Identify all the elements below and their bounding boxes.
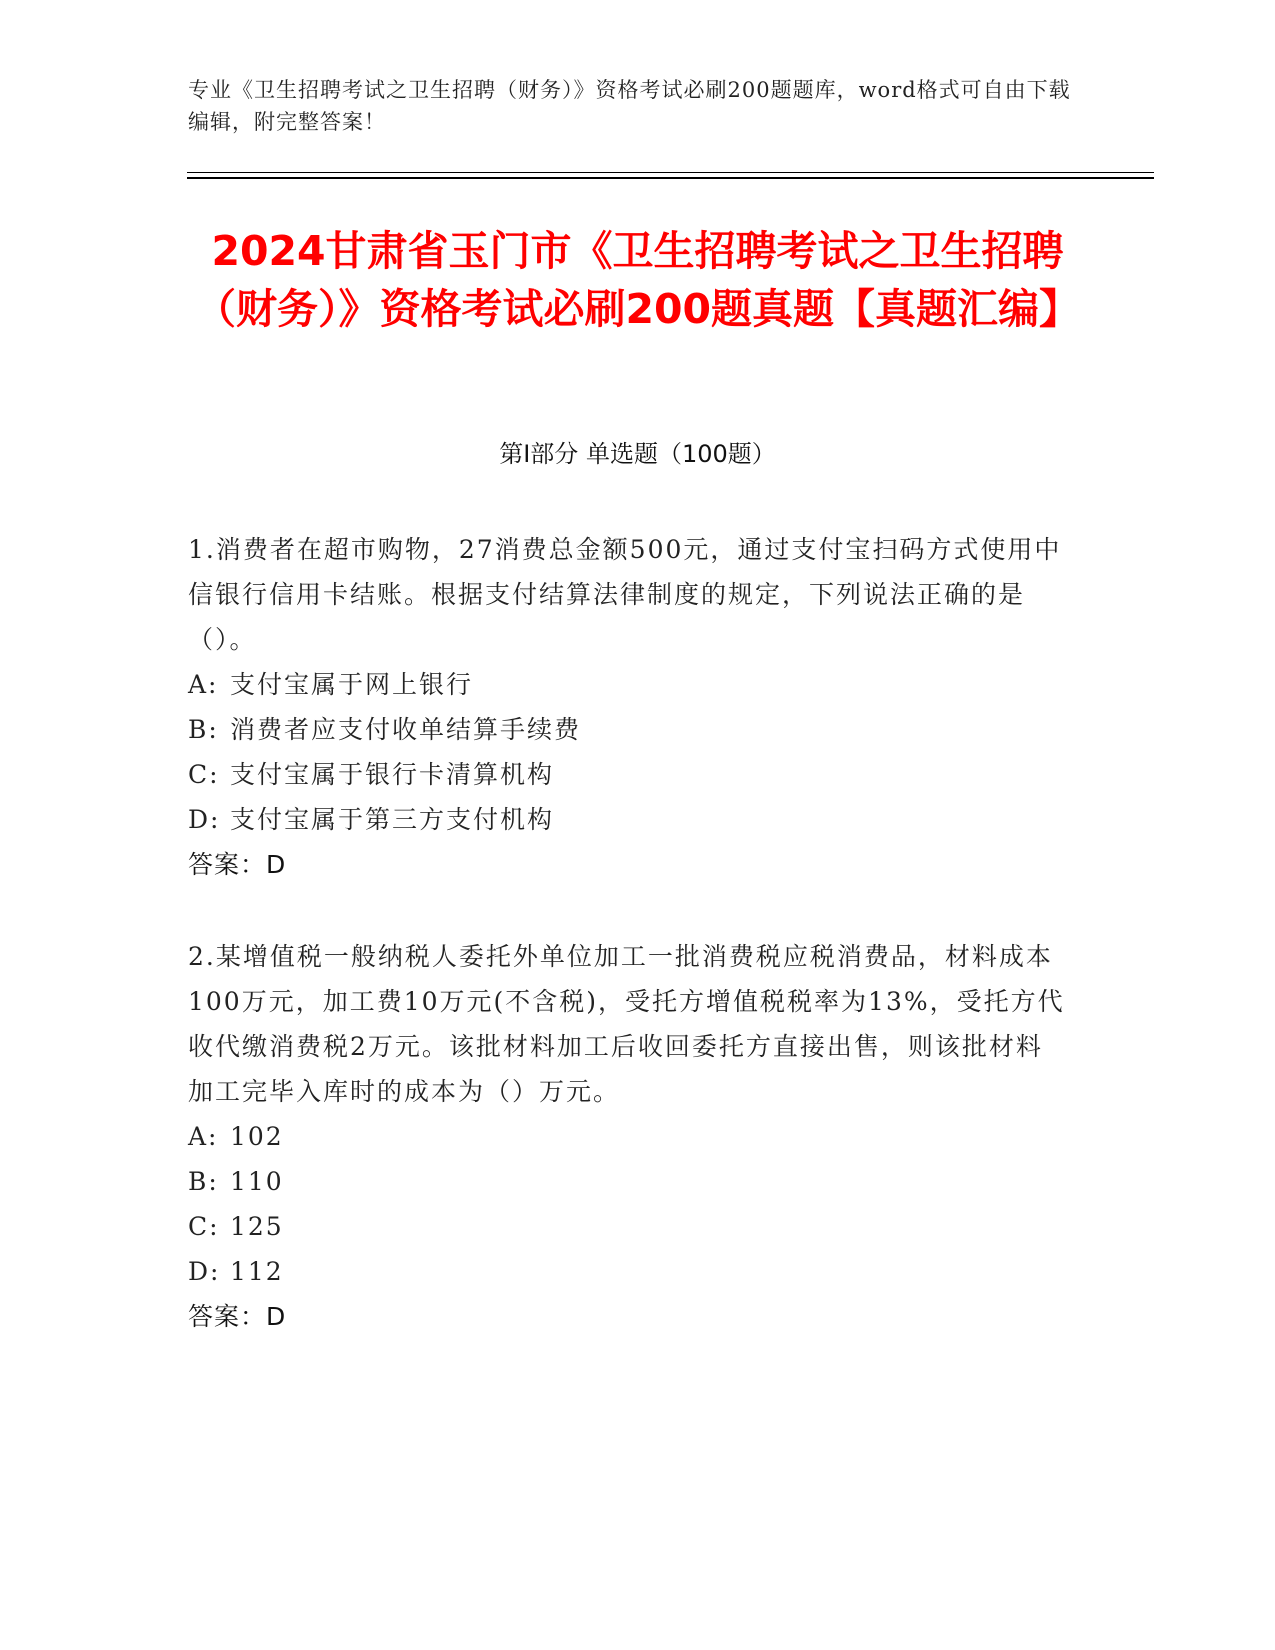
option-text: 支付宝属于第三方支付机构 xyxy=(230,805,555,834)
section-heading: 第Ⅰ部分 单选题（100题） xyxy=(499,440,776,468)
option-d xyxy=(188,1249,1068,1294)
header-divider-thick xyxy=(187,177,1154,179)
option-key: C: xyxy=(188,760,220,789)
option-text: 支付宝属于银行卡清算机构 xyxy=(230,760,555,789)
option-text: 112 xyxy=(230,1257,284,1286)
option-text: 102 xyxy=(230,1122,284,1151)
option-b xyxy=(188,1159,1068,1204)
option-b xyxy=(188,707,1068,752)
question-1 xyxy=(188,527,1068,887)
option-key: B: xyxy=(188,1167,219,1196)
option-key: D: xyxy=(188,1257,221,1286)
option-key: B: xyxy=(188,715,219,744)
option-key: A: xyxy=(188,1122,219,1151)
option-c xyxy=(188,1204,1068,1249)
option-a xyxy=(188,662,1068,707)
option-key: D: xyxy=(188,805,221,834)
option-d xyxy=(188,797,1068,842)
option-key: A: xyxy=(188,670,219,699)
answer: 答案：D xyxy=(188,850,287,879)
question-stem: 1.消费者在超市购物，27消费总金额500元，通过支付宝扫码方式使用中信银行信用卡结账。根据支付结算法律制度的规定，下列说法正确的是（）。 xyxy=(188,535,1062,654)
option-c xyxy=(188,752,1068,797)
question-stem: 2.某增值税一般纳税人委托外单位加工一批消费税应税消费品，材料成本100万元，加工费10万元(不含税)，受托方增值税税率为13%，受托方代收代缴消费税2万元。该批材料加工后收回委托方直接出售，则该批材料加工完毕入库时的成本为（）万元。 xyxy=(188,942,1065,1106)
answer: 答案：D xyxy=(188,1302,287,1331)
header-divider-thin xyxy=(187,172,1154,173)
document-title: 2024甘肃省玉门市《卫生招聘考试之卫生招聘（财务）》资格考试必刷200题真题【真题汇编】 xyxy=(194,227,1081,333)
header-note: 专业《卫生招聘考试之卫生招聘（财务）》资格考试必刷200题题库，word格式可自由下载编辑，附完整答案！ xyxy=(188,78,1071,134)
option-text: 消费者应支付收单结算手续费 xyxy=(230,715,582,744)
question-2 xyxy=(188,934,1068,1339)
option-key: C: xyxy=(188,1212,220,1241)
option-text: 支付宝属于网上银行 xyxy=(230,670,474,699)
option-text: 125 xyxy=(230,1212,284,1241)
option-a xyxy=(188,1114,1068,1159)
option-text: 110 xyxy=(230,1167,284,1196)
